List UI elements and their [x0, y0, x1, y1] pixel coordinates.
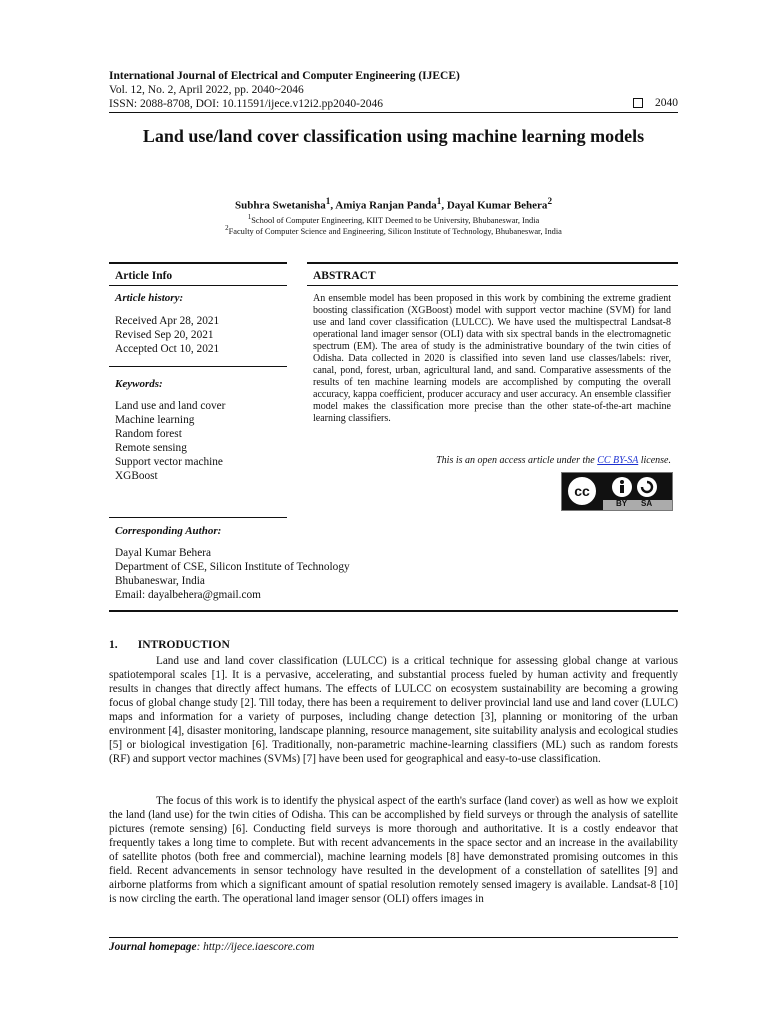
affiliation-sup: 1 — [247, 213, 252, 221]
square-bullet-icon — [633, 98, 643, 108]
cc-by-sa-badge[interactable] — [561, 472, 673, 511]
footer-rule — [109, 937, 678, 938]
front-matter-bottom-rule — [109, 610, 678, 612]
volume-info: Vol. 12, No. 2, April 2022, pp. 2040~2046 — [109, 84, 304, 96]
svg-text:cc: cc — [574, 483, 590, 499]
header-rule — [109, 112, 678, 113]
abstract-rule — [307, 285, 678, 286]
article-history-heading: Article history: — [115, 292, 184, 304]
journal-homepage-label: Journal homepage — [109, 941, 197, 953]
corresponding-rule — [109, 517, 287, 518]
keyword: Support vector machine — [115, 456, 223, 468]
page-number: 2040 — [655, 97, 678, 109]
keyword: Remote sensing — [115, 442, 187, 454]
license-prefix: This is an open access article under the — [436, 455, 598, 466]
corresponding-email: Email: dayalbehera@gmail.com — [115, 589, 261, 601]
author-sup: 1 — [436, 196, 442, 206]
affiliation-sup: 2 — [225, 224, 229, 232]
author-list: Subhra Swetanisha$^1$, Amiya Ranjan Panda$^1$, Dayal Kumar Behera$^2$ — [234, 196, 553, 212]
license-suffix: license. — [638, 455, 671, 466]
keyword: Land use and land cover — [115, 400, 226, 412]
abstract-heading: ABSTRACT — [313, 270, 376, 282]
issn-doi: ISSN: 2088-8708, DOI: 10.11591/ijece.v12i2.pp2040-2046 — [109, 98, 383, 110]
introduction-paragraph-2: The focus of this work is to identify the physical aspect of the earth's surface (land cover) as well as how we exploit the land (land use) for the twin cities of Odisha. This can be accomplished by field surveys or through the analysis of satellite pictures (remote sensing) [6]. Conducting field surveys is more thorough and authoritative. It is a costly endeavor that frequently takes a long time to complete. But with recent advancements in the space sector and an increase in the availability of satellite photos (both free and commercial), machine learning models [8] have demonstrated promising outcomes in this field. Recent advancements in sensor technology have resulted in the development of a constellation of satellites [9] and airborne platforms from which a significant amount of spatial resolution remotely sensed imagery is available. Landsat-8 [10] is now circling the earth. The operational land imager sensor (OLI) offers images in — [109, 795, 678, 906]
author-name: Amiya Ranjan Panda — [335, 199, 437, 212]
badge-by-label: BY — [616, 499, 628, 508]
affiliation-text: School of Computer Engineering, KIIT Deemed to be University, Bhubaneswar, India — [251, 215, 540, 225]
paper-title: Land use/land cover classification using machine learning models — [142, 126, 645, 146]
keyword: XGBoost — [115, 470, 158, 482]
author-sup: 2 — [547, 196, 553, 206]
introduction-heading: 1. INTRODUCTION — [109, 639, 230, 651]
affiliation — [109, 223, 678, 237]
author-sup: 1 — [325, 196, 331, 206]
badge-sa-label: SA — [641, 499, 653, 508]
journal-homepage — [109, 941, 314, 953]
keyword: Random forest — [115, 428, 182, 440]
license-statement — [436, 455, 671, 466]
cc-by-sa-link[interactable]: CC BY-SA — [597, 455, 639, 466]
corresponding-city: Bhubaneswar, India — [115, 575, 205, 587]
corresponding-heading: Corresponding Author: — [115, 525, 222, 537]
corresponding-name: Dayal Kumar Behera — [115, 547, 211, 559]
keyword: Machine learning — [115, 414, 195, 426]
abstract-top-rule — [307, 262, 678, 264]
journal-name: International Journal of Electrical and Computer Engineering (IJECE) — [109, 70, 460, 82]
received-date: Received Apr 28, 2021 — [115, 315, 220, 327]
article-info-heading: Article Info — [115, 270, 173, 282]
corresponding-department: Department of CSE, Silicon Institute of Technology — [115, 561, 350, 573]
introduction-paragraph-1: Land use and land cover classification (LULCC) is a critical technique for assessing global change at various spatiotemporal scales [1]. It is a pervasive, accelerating, and substantial process fueled by human activity and frequently results in changes that directly affect humans. The effects of LULCC on ecosystem sustainability are becoming a growing focus of global change study [2]. Till today, there has been a requirement to deliver provincial land use and land cover (LULC) maps and information for a variety of purposes, including change detection [3], planning or monitoring of the urban environment [4], disaster monitoring, landscape planning, resource management, site suitability analysis and ecological studies [5] or biological investigation [6]. Traditionally, non-parametric machine-learning classifiers (ML) such as random forests (RF) and support vector machines (SVMs) [7] have been used for geographical and easy-to-use classification. — [109, 655, 678, 766]
page-number-block — [633, 97, 678, 109]
article-info-rule — [109, 285, 287, 286]
author-name: Subhra Swetanisha — [234, 199, 326, 212]
affiliation-text: Faculty of Computer Science and Engineering, Silicon Institute of Technology, Bhubaneswar, India — [228, 226, 562, 236]
revised-date: Revised Sep 20, 2021 — [115, 329, 214, 341]
article-info-top-rule — [109, 262, 287, 264]
abstract-text: An ensemble model has been proposed in this work by combining the extreme gradient boosting classification (XGBoost) model with support vector machine (SVM) for land use and land cover classification (LULCC). We have used the multispectral Landsat-8 operational land imager sensor (OLI) data with six spectral bands in the electromagnetic spectrum (EM). The area of study is the administrative boundary of the twin cities of Odisha. Data collected in 2020 is classified into seven land use classes/labels: river, canal, pond, forest, urban, agricultural land, and sand. Comparative assessments of the results of ten machine learning models are accomplished by computing the overall accuracy, kappa coefficient, producer accuracy and user accuracy. An ensemble classifier model makes the classification more precise than the other state-of-the-art machine learning classifiers. — [313, 293, 671, 424]
journal-homepage-url[interactable]: : http://ijece.iaescore.com — [196, 941, 315, 953]
accepted-date: Accepted Oct 10, 2021 — [115, 343, 220, 355]
author-name: Dayal Kumar Behera — [446, 199, 548, 212]
keywords-rule — [109, 366, 287, 367]
keywords-heading: Keywords: — [115, 378, 163, 390]
